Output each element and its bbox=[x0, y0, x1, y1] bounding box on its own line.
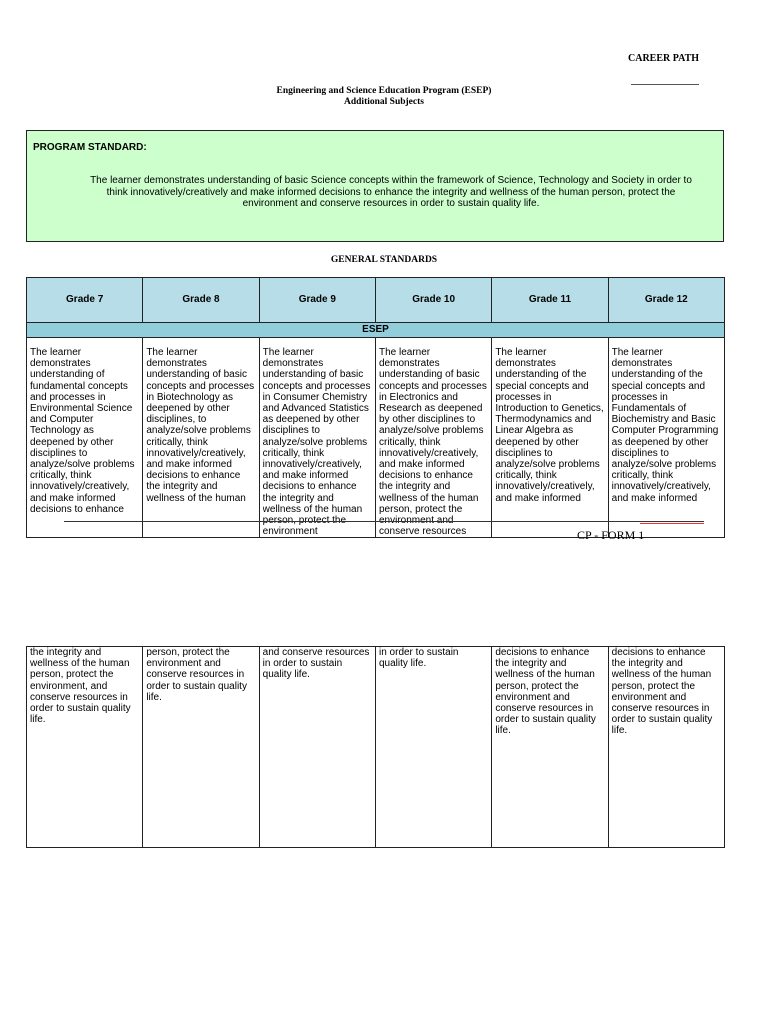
general-standards-table-continued bbox=[26, 646, 725, 848]
standard-cell bbox=[259, 338, 375, 538]
title-line-2: Additional Subjects bbox=[344, 97, 424, 107]
grade-header: Grade 11 bbox=[492, 278, 608, 323]
standard-cell-text: The learner demonstrates understanding of fundamental concepts and processes in Environmental Science and Computer Technology as deepened by other disciplines to analyze/solve problems critically, think innovatively/creatively, and make informed decisions to enhance bbox=[30, 347, 135, 515]
standard-cell-text: decisions to enhance the integrity and wellness of the human person, protect the environment and conserve resources in order to sustain quality life. bbox=[495, 647, 596, 737]
grade-header: Grade 12 bbox=[608, 278, 724, 323]
career-path-label: CAREER PATH bbox=[628, 53, 700, 64]
program-standard-label: PROGRAM STANDARD: bbox=[33, 142, 147, 153]
standard-cell-text: person, protect the environment and conserve resources in order to sustain quality life. bbox=[146, 647, 247, 703]
page-footer-accent-rule bbox=[640, 523, 704, 524]
esep-band-label: ESEP bbox=[27, 323, 725, 338]
document-title bbox=[0, 86, 768, 108]
standard-cell-text: the integrity and wellness of the human person, protect the environment, and conserve resources in order to sustain quality life. bbox=[30, 647, 131, 726]
standard-cell bbox=[27, 647, 143, 848]
standard-cell bbox=[492, 647, 608, 848]
standards-row bbox=[27, 338, 725, 538]
program-standard-text: The learner demonstrates understanding of basic Science concepts within the framework of Science, Technology and Society in order to think innovatively/creatively and make informed decisions to enhance the integrity and wellness of the human person, protect the environment and conserve resources in order to sustain quality life. bbox=[90, 175, 692, 209]
standard-cell-text: in order to sustain quality life. bbox=[378, 647, 459, 670]
grade-header-row bbox=[27, 278, 725, 323]
career-path-blank-line bbox=[631, 84, 699, 85]
standard-cell-text: The learner demonstrates understanding of the special concepts and processes in Introduction to Genetics, Thermodynamics and Linear Algebra as deepened by other disciplines to analyze/solve problems critically, think innovatively/creatively, and make informed bbox=[495, 347, 604, 504]
standard-cell-text: and conserve resources in order to sustain quality life. bbox=[262, 647, 370, 681]
standard-cell bbox=[375, 338, 491, 538]
standard-cell bbox=[492, 338, 608, 538]
standard-cell bbox=[27, 338, 143, 538]
program-standard-box bbox=[26, 130, 724, 242]
grade-header: Grade 9 bbox=[259, 278, 375, 323]
standard-cell-text: decisions to enhance the integrity and wellness of the human person, protect the environment and conserve resources in order to sustain quality life. bbox=[611, 647, 713, 737]
general-standards-table bbox=[26, 277, 725, 538]
grade-header: Grade 10 bbox=[375, 278, 491, 323]
esep-band-row bbox=[27, 323, 725, 338]
page-footer-rule bbox=[64, 521, 704, 522]
grade-header: Grade 8 bbox=[143, 278, 259, 323]
standard-cell bbox=[143, 338, 259, 538]
standard-cell-text: The learner demonstrates understanding of basic concepts and processes in Biotechnology as deepened by other disciplines, to analyze/solve problems critically, think innovatively/creatively, and make informed decisions to enhance the integrity and wellness of the human bbox=[146, 347, 255, 504]
title-line-1: Engineering and Science Education Program (ESEP) bbox=[276, 86, 492, 96]
standard-cell bbox=[608, 647, 724, 848]
standard-cell bbox=[143, 647, 259, 848]
standard-cell bbox=[375, 647, 491, 848]
standard-cell bbox=[608, 338, 724, 538]
general-standards-title: GENERAL STANDARDS bbox=[330, 255, 438, 265]
standard-cell-text: The learner demonstrates understanding of basic concepts and processes in Consumer Chemistry and Advanced Statistics as deepened by other disciplines to analyze/solve problems critically, think innovatively/creatively, and make informed decisions to enhance the integrity and wellness of the human person, protect the environment bbox=[262, 347, 371, 538]
standard-cell bbox=[259, 647, 375, 848]
standards-row-continued bbox=[27, 647, 725, 848]
form-number-label: CP - FORM 1 bbox=[577, 528, 645, 542]
standard-cell-text: The learner demonstrates understanding of basic concepts and processes in Electronics and Research as deepened by other disciplines to analyze/solve problems critically, think innovatively/creatively, and make informed decisions to enhance the integrity and wellness of the human person, protect the environment and conserve resources bbox=[378, 347, 487, 538]
grade-header: Grade 7 bbox=[27, 278, 143, 323]
standard-cell-text: The learner demonstrates understanding of the special concepts and processes in Fundamentals of Biochemistry and Basic Computer Programming as deepened by other disciplines to analyze/solve problems critically, think innovatively/creatively, and make informed bbox=[611, 347, 719, 504]
